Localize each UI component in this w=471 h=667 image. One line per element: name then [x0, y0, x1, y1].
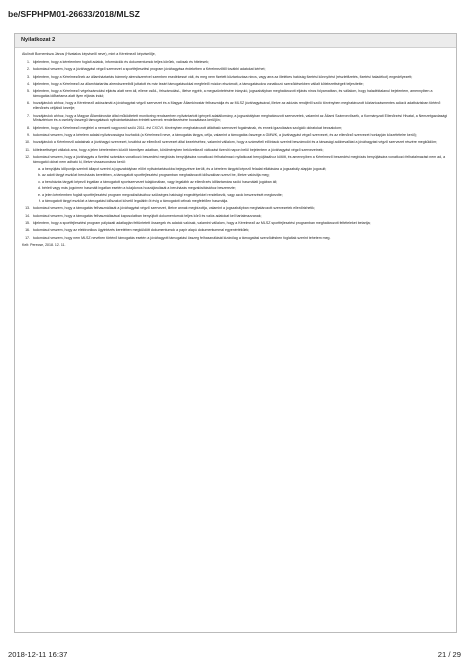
- print-datetime: 2018-12-11 16:37: [8, 650, 68, 659]
- declaration-item: 4. kijelentem, hogy a Kérelmező az államháztartás alrendszereiből juttatott és már lezárt támogatásokkal megfelelő módon elszámolt, a támogatásokra vonatkozó szerződésekben vállalt kötelezettségeit teljesítette;: [31, 82, 449, 87]
- declaration-item: 1. kijelentem, hogy a kérelemben foglalt adatok, információk és dokumentumok teljes körűek, valósak és hitelesek;: [31, 60, 449, 65]
- declaration-subitem: d. bérleti vagy más jogcímen használt ingatlan esetén a tulajdonos hozzájárulását a beruházás megvalósításához beszerezte;: [42, 186, 449, 191]
- declaration-item: 16. tudomásul veszem, hogy az elektronikus ügyintézés keretében megküldött dokumentumok a papír alapú dokumentummal egyenértékűek;: [31, 228, 449, 233]
- declaration-item: 10. hozzájárulok a Kérelmező adatainak a jóváhagyó szervezet, továbbá az ellenőrző szervezet által kezeléséhez, valamint vállalom, hogy a számviteli előírások szerinti beszámolót és a társasági adóbevallást a jóváhagyást végző szervezet részére megküldöm;: [31, 140, 449, 145]
- declaration-item: 2. tudomásul veszem, hogy a jóváhagyást végző szervezet a sportfejlesztési program jóváhagyása érdekében a Kérelmezőtől további adatokat kérhet;: [31, 67, 449, 72]
- date-place-line: Kelt: Perecse, 2018. 12. 11.: [22, 243, 66, 248]
- declaration-item: 3. kijelentem, hogy a Kérelmezőnek az államháztartás bármely alrendszerével szemben esedékessé vált, és meg nem fizetett köztartozása nincs, vagy arra az illetékes hatóság fizetési könnyítést (részletfizetés, fizetési haladékot) engedélyezett;: [31, 75, 449, 80]
- declaration-sublist: [33, 167, 449, 204]
- declaration-subitem: f. a támogatott tárgyi eszközt a támogatási időszakot követő legalább öt évig a támogatott célnak megfelelően használja.: [42, 199, 449, 204]
- declaration-item: 15. kijelentem, hogy a sportfejlesztési program pályázati adatlapján feltüntetett összegek és adatok valósak, valamint vállalom, hogy a Kérelmező az MLSZ sportfejlesztési programban meghatározott feltételeket betartja;: [31, 221, 449, 226]
- declaration-item: 17. tudomásul veszem, hogy nem MLSZ nevében történő támogatás esetén a jóváhagyott támogatási összeg felhasználását kizárólag a támogatási szerződésben foglaltak szerint tehetem meg.: [31, 236, 449, 241]
- declaration-subitem: e. a jelen kérelemben foglalt sportfejlesztési program megvalósításához szükséges hatósági engedélyekkel rendelkezik, vagy azok beszerzését megkezdte;: [42, 193, 449, 198]
- declaration-body: [15, 48, 456, 248]
- document-id: be/SFPHPM01-26633/2018/MLSZ: [8, 9, 140, 19]
- declaration-item: 6. hozzájárulok ahhoz, hogy a Kérelmező adószámát a jóváhagyást végző szervezet és a Magyar Államkincstár felhasználja és az MLSZ jóváhagyásával, illetve az adózás rendjéről szóló törvényben meghatározott köztartozásmentes adózói adatbázisban történő ellenőrzés céljából kezelje;: [31, 101, 449, 111]
- declaration-item: [31, 155, 449, 204]
- intro-text: Alulírott Bornemisza János (Hivatalos képviselő neve), mint a Kérelmező képviselője,: [22, 52, 156, 56]
- declaration-item-text: tudomásul veszem, hogy a jóváhagyás a fizetési számlára vonatkozó beszedési megbízás benyújtására vonatkozó felhatalmazó nyilatkozat benyújtásához kötött, és amennyiben a Kérelmező beszedési megbízás benyújtására vonatkozó felhatalmazást nem ad, a támogatói okirat nem adható ki, illetve visszavonásra kerül:: [33, 155, 446, 164]
- page-number: 21 / 29: [437, 650, 461, 659]
- declaration-subitem: b. az adott tárgyi eszközt beruházás keretében, a támogatott sportfejlesztési programban meghatározott időszakban szerzi be, illetve valósítja meg;: [42, 173, 449, 178]
- declaration-item: 7. hozzájárulok ahhoz, hogy a Magyar Államkincstár által működtetett monitoring rendszerben nyilvántartott igényelt adatállomány, a jogszabályban meghatározott szervezetek, valamint az Állami Számvevőszék, a Kormányzati Ellenőrzési Hivatal, a Nemzetgazdasági Minisztérium és a csekély összegű támogatások nyilvántartásában érintett szervek rendelkezésére bocsátásra kerüljön;: [31, 114, 449, 124]
- declaration-item: 5. kijelentem, hogy a Kérelmező végelszámolási eljárás alatt nem áll, ellene csőd-, felszámolási-, illetve egyéb, a megszüntetésére irányuló, jogszabályban meghatározott eljárás nincs folyamatban, és vállalom, hogy haladéktalanul bejelentem, amennyiben a támogatás időtartama alatt ilyen eljárás indul;: [31, 89, 449, 99]
- declaration-item: 13. tudomásul veszem, hogy a támogatás felhasználását a jóváhagyást végző szervezet, illetve annak megbízottja, valamint a jogszabályban meghatározott szervezetek ellenőrizhetik;: [31, 206, 449, 211]
- declaration-subitem: a. a benyújtás időpontja szerinti állapot szerint a jogszabályban előírt nyilvántartásokba bejegyzésre került, és a kérelem tárgyát képező feladat ellátására a jogszabály alapján jogosult;: [42, 167, 449, 172]
- panel-title: Nyilatkozat 2: [15, 34, 456, 48]
- declaration-list: [22, 60, 449, 241]
- declaration-item: 9. tudomásul veszem, hogy a kérelem adatai nyilvánosságra hozhatók (a Kérelmező neve, a támogatás tárgya, célja, valamint a támogatás összege a GMWK, a jóváhagyást végző szervezet, és az ellenőrző szervezet honlapján közzétételre kerül);: [31, 133, 449, 138]
- declaration-panel: [14, 33, 457, 633]
- declaration-item: 11. kötelezettséget vállalok arra, hogy a jelen kérelemben közölt bármilyen adatban, körülményben bekövetkező változást tizenöt napon belül bejelentem a jóváhagyást végző szervezetnek;: [31, 148, 449, 153]
- declaration-subitem: c. a beruházás tárgyát képező ingatlan a támogatott sportszervezet tulajdonában, vagy legalább az ellenőrzés időtartamára szóló használati jogában áll;: [42, 180, 449, 185]
- declaration-item: 8. kijelentem, hogy a Kérelmező megfelel a nemzeti vagyonról szóló 2011. évi CXCVI. törvényben meghatározott átlátható szervezet fogalmának, és ennek igazolására szolgáló okiratokat becsatolom;: [31, 126, 449, 131]
- declaration-item: 14. tudomásul veszem, hogy a támogatás felhasználásával kapcsolatban benyújtott dokumentumok teljes körű és valós adatokat kell tartalmazzanak;: [31, 214, 449, 219]
